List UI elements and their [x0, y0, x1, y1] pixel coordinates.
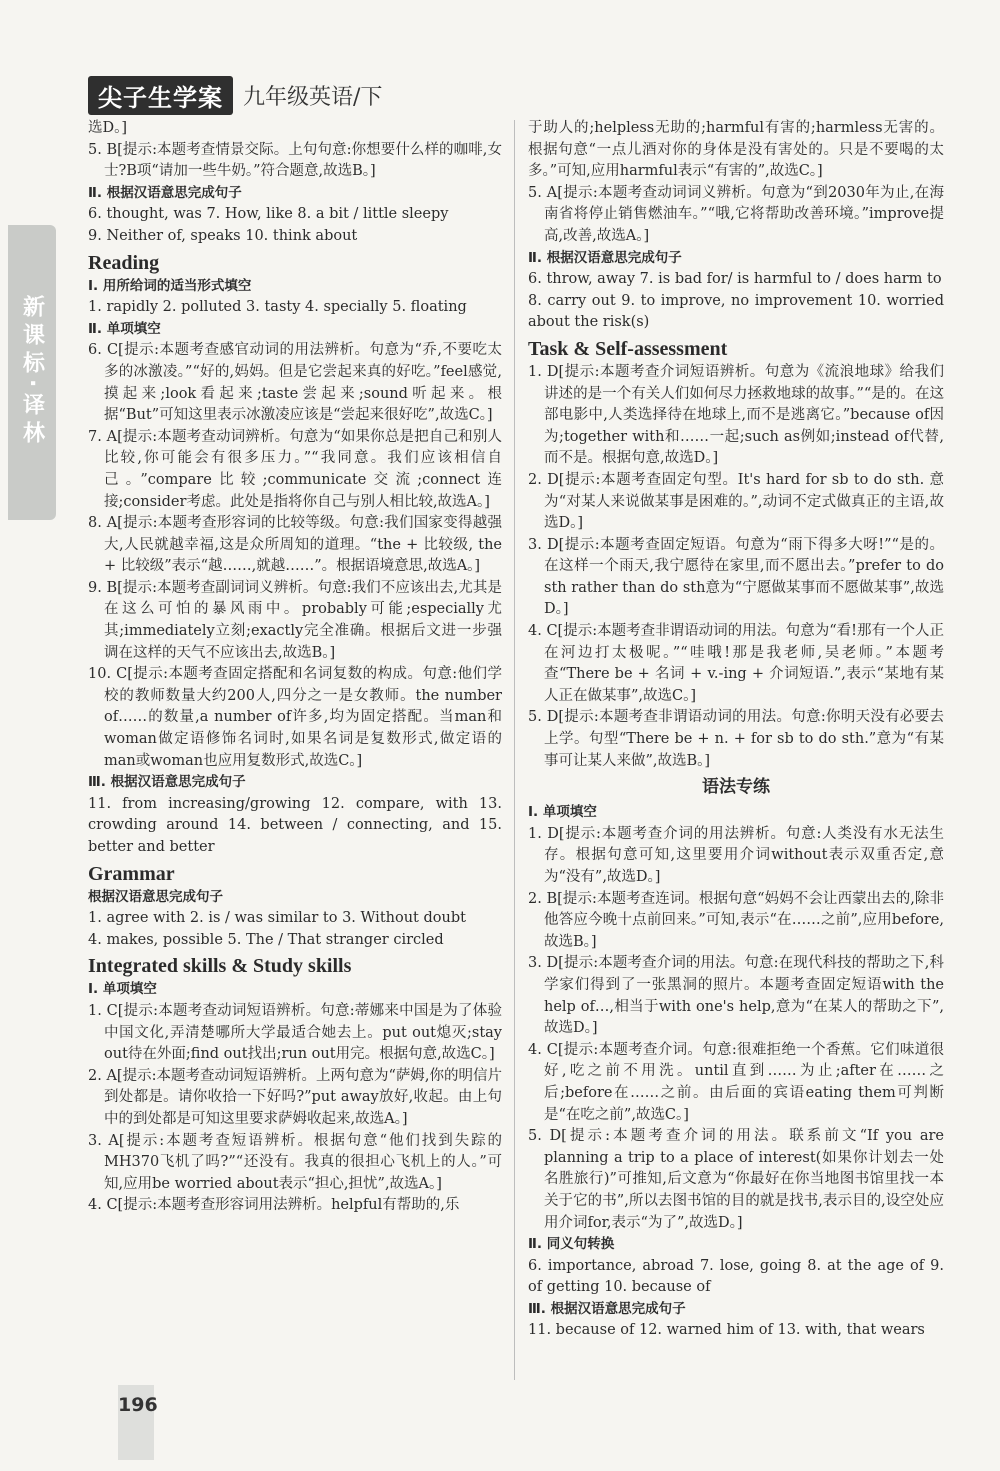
section-heading: Integrated skills & Study skills [88, 955, 352, 978]
side-tab-label: 新课标·译林 [19, 295, 45, 450]
section-title: 语法专练 [702, 777, 770, 798]
answer-item: 选D。] [88, 120, 128, 136]
right-column [528, 118, 944, 1342]
book-subtitle: 九年级英语/下 [243, 85, 383, 110]
side-tab [8, 225, 56, 520]
answer-line: 6. throw, away 7. is bad for/ is harmful to / does harm to [528, 271, 942, 288]
answer-item: 2. A[提示:本题考查动词短语辨析。上两句意为“萨姆,你的明信片到处都是。请你收拾一下好吗?”put away放好,收起。由上句中的到处都是可知这里要求萨姆收起来,故选A。] [88, 1067, 502, 1127]
answer-item: 4. C[提示:本题考查形容词用法辨析。helpful有帮助的,乐 [88, 1197, 460, 1214]
answer-line: 6. thought, was 7. How, like 8. a bit / little sleepy [88, 206, 449, 223]
answer-line: 1. agree with 2. is / was similar to 3. Without doubt [88, 910, 466, 927]
section-subheading: Ⅱ. 单项填空 [88, 320, 161, 337]
answer-item: 5. B[提示:本题考查情景交际。上句句意:你想要什么样的咖啡,女士?B项“请加一些牛奶。”符合题意,故选B。] [88, 141, 502, 180]
answer-item: 2. B[提示:本题考查连词。根据句意“妈妈不会让西蒙出去的,除非他答应今晚十点前回来。”可知,表示“在……之前”,应用before,故选B。] [528, 890, 944, 950]
answer-item: 5. D[提示:本题考查非谓语动词的用法。句意:你明天没有必要去上学。句型“There be + n. + for sb to do sth.”意为“有某事可让某人来做”,故选B。] [528, 709, 944, 769]
answer-item: 7. A[提示:本题考查动词辨析。句意为“如果你总是把自己和别人比较,你可能会有很多压力。”“我同意。我们应该相信自己。”compare比较;communicate交流;connect连接;consider考虑。此处是指将你自己与别人相比较,故选A。] [88, 428, 502, 510]
answer-item: 4. C[提示:本题考查非谓语动词的用法。句意为“看!那有一个人正在河边打太极呢。”“哇哦!那是我老师,吴老师。”本题考查“There be + 名词 + v.-ing + 介词短语.”,表示“某地有某人正在做某事”,故选C。] [528, 623, 944, 704]
section-subheading: Ⅰ. 单项填空 [88, 981, 157, 998]
section-subheading: 根据汉语意思完成句子 [88, 888, 223, 905]
section-subheading: Ⅱ. 根据汉语意思完成句子 [528, 249, 682, 266]
answer-line: 9. Neither of, speaks 10. think about [88, 227, 358, 244]
answer-line: 8. carry out 9. to improve, no improvement 10. worried about the risk(s) [528, 292, 944, 331]
answer-item: 3. D[提示:本题考查固定短语。句意为“雨下得多大呀!”“是的。在这样一个雨天,我宁愿待在家里,而不愿出去。”prefer to do sth rather than do sth意为“宁愿做某事而不愿做某事”,故选D。] [528, 536, 944, 618]
section-subheading: Ⅰ. 单项填空 [528, 804, 597, 821]
section-subheading: Ⅱ. 根据汉语意思完成句子 [88, 184, 242, 201]
left-column [88, 118, 502, 1217]
answer-item: 2. D[提示:本题考查固定句型。It's hard for sb to do sth. 意为“对某人来说做某事是困难的。”,动词不定式做真正的主语,故选D。] [528, 471, 944, 532]
answer-item: 5. A[提示:本题考查动词词义辨析。句意为“到2030年为止,在海南省将停止销售燃油车。”“哦,它将帮助改善环境。”improve提高,改善,故选A。] [528, 184, 944, 244]
column-divider [514, 120, 515, 1380]
answer-line: 1. rapidly 2. polluted 3. tasty 4. specially 5. floating [88, 299, 467, 316]
section-heading: Task & Self-assessment [528, 337, 728, 360]
page-header [88, 76, 382, 115]
page-number: 196 [118, 1394, 158, 1416]
answer-item: 1. D[提示:本题考查介词短语辨析。句意为《流浪地球》给我们讲述的是一个有关人们如何尽力拯救地球的故事。”“是的。在这部电影中,人类选择待在地球上,而不是逃离它。”because of因为;together with和……一起;such as例如;instead of代替,而不是。根据句意,故选D。] [528, 363, 944, 467]
answer-item: 4. C[提示:本题考查介词。句意:很难拒绝一个香蕉。它们味道很好,吃之前不用洗。until直到……为止;after在……之后;before在……之前。由后面的宾语eating them可判断是“在吃之前”,故选C。] [528, 1041, 944, 1123]
answer-item: 1. C[提示:本题考查动词短语辨析。句意:蒂娜来中国是为了体验中国文化,弄清楚哪所大学最适合她去上。put out熄灭;stay out待在外面;find out找出;run out用完。根据句意,故选C。] [88, 1002, 502, 1063]
section-subheading: Ⅰ. 用所给词的适当形式填空 [88, 277, 252, 294]
answer-item: 5. D[提示:本题考查介词的用法。联系前文“If you are planning a trip to a place of interest(如果你计划去一处名胜旅行)”可推知,后文意为“你最好在你当地图书馆里找一本关于它的书”,所以去图书馆的目的就是找书,表示目的,设空处应用介词for,表示“为了”,故选D。] [528, 1128, 944, 1231]
answer-item: 8. A[提示:本题考查形容词的比较等级。句意:我们国家变得越强大,人民就越幸福,这是众所周知的道理。“the + 比较级, the + 比较级”表示“越……,就越……”。根据语境意思,故选A。] [88, 515, 502, 575]
answer-item: 3. D[提示:本题考查介词的用法。句意:在现代科技的帮助之下,科学家们得到了一张黑洞的照片。本题考查固定短语with the help of…,相当于with one's help,意为“在某人的帮助之下”,故选D。] [528, 955, 944, 1037]
section-heading: Grammar [88, 862, 175, 885]
answer-line: 11. from increasing/growing 12. compare, with 13. crowding around 14. between / connecting, and 15. better and better [88, 795, 502, 855]
section-subheading: Ⅲ. 根据汉语意思完成句子 [88, 774, 246, 791]
answer-item: 3. A[提示:本题考查短语辨析。根据句意“他们找到失踪的MH370飞机了吗?”“还没有。我真的很担心飞机上的人。”可知,应用be worried about表示“担心,担忧”,故选A。] [88, 1132, 502, 1192]
book-brand-title: 尖子生学案 [88, 76, 233, 115]
answer-line: 6. importance, abroad 7. lose, going 8. at the age of 9. of getting 10. because of [528, 1257, 944, 1296]
answer-item: 9. B[提示:本题考查副词词义辨析。句意:我们不应该出去,尤其是在这么可怕的暴风雨中。probably可能;especially尤其;immediately立刻;exactly完全准确。根据后文进一步强调在这样的天气不应该出去,故选B。] [88, 579, 502, 661]
answer-line: 4. makes, possible 5. The / That stranger circled [88, 931, 444, 948]
answer-line: 于助人的;helpless无助的;harmful有害的;harmless无害的。根据句意“一点儿酒对你的身体是没有害处的。只是不要喝的太多。”可知,应用harmful表示“有害的”,故选C。] [528, 120, 944, 180]
answer-item: 1. D[提示:本题考查介词的用法辨析。句意:人类没有水无法生存。根据句意可知,这里要用介词without表示双重否定,意为“没有”,故选D。] [528, 825, 944, 885]
answer-item: 10. C[提示:本题考查固定搭配和名词复数的构成。句意:他们学校的教师数量大约200人,四分之一是女教师。the number of……的数量,a number of许多,均为固定搭配。当man和woman做定语修饰名词时,如果名词是复数形式,做定语的man或woman也应用复数形式,故选C。] [88, 666, 502, 769]
section-heading: Reading [88, 251, 160, 274]
section-subheading: Ⅲ. 根据汉语意思完成句子 [528, 1300, 686, 1317]
answer-line: 11. because of 12. warned him of 13. with, that wears [528, 1322, 925, 1339]
section-subheading: Ⅱ. 同义句转换 [528, 1236, 615, 1253]
answer-item: 6. C[提示:本题考查感官动词的用法辨析。句意为“乔,不要吃太多的冰激凌。”“好的,妈妈。但是它尝起来真的好吃。”feel感觉,摸起来;look看起来;taste尝起来;sound听起来。根据“But”可知这里表示冰激凌应该是“尝起来很好吃”,故选C。] [88, 342, 502, 424]
